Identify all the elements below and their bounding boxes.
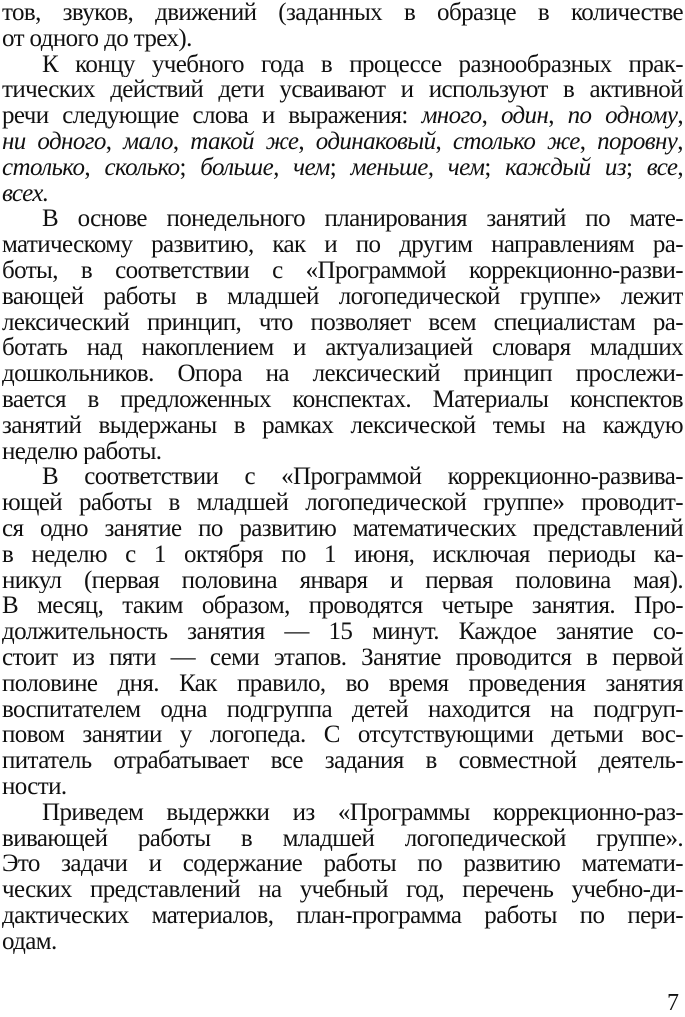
text-line: боты, в соответствии с «Программой коррекционно-разви- (2, 257, 683, 284)
text-line: ческих представлений на учебный год, перечень учебно-ди- (2, 877, 683, 903)
paragraph-schedule (2, 464, 683, 799)
text-line: от одного до трех). (2, 25, 192, 52)
text-line: всех. (2, 180, 49, 207)
text-line: В основе понедельного планирования занятий по мате- (42, 206, 683, 233)
text-line: К концу учебного года в процессе разнообразных прак- (42, 51, 683, 78)
text-line: ботать над накоплением и актуализацией словаря младших (2, 335, 683, 362)
text-line: в неделю с 1 октября по 1 июня, исключая периоды ка- (2, 541, 683, 568)
text-line: одам. (2, 928, 57, 955)
text-line: вается в предложенных конспектах. Материалы конспектов (2, 386, 683, 413)
text-line: стоит из пяти — семи этапов. Занятие проводится в первой (2, 644, 683, 671)
text-line: Приведем выдержки из «Программы коррекционно-раз- (42, 799, 683, 826)
text-line: должительность занятия — 15 минут. Каждое занятие со- (2, 619, 683, 645)
paragraph-vocabulary (2, 52, 683, 207)
text-line: воспитателем одна подгруппа детей находится на подгруп- (2, 696, 683, 723)
text-line: Это задачи и содержание работы по развитию математи- (2, 851, 683, 878)
book-page (2, 0, 683, 954)
text-line: ности. (2, 773, 67, 800)
text-line: вающей работы в младшей логопедической группе» лежит (2, 283, 683, 310)
text-line: матическому развитию, как и по другим направлениям ра- (2, 232, 683, 258)
text-line: ся одно занятие по развитию математических представлений (2, 515, 683, 542)
text-line: ющей работы в младшей логопедической группе» проводит- (2, 490, 683, 516)
text-line: занятий выдержаны в рамках лексической темы на каждую (2, 412, 683, 439)
text-line: повом занятии у логопеда. С отсутствующими детьми вос- (2, 722, 683, 749)
page-number: 7 (667, 990, 679, 1016)
paragraph-excerpts (2, 800, 683, 955)
text-line: половине дня. Как правило, во время проведения занятия (2, 670, 683, 697)
text-line: лексический принцип, что позволяет всем специалистам ра- (2, 309, 683, 336)
paragraph-planning (2, 206, 683, 464)
text-line: тических действий дети усваивают и используют в активной (2, 77, 683, 104)
text-line: ни одного, мало, такой же, одинаковый, столько же, поровну, (2, 128, 683, 155)
text-line: тов, звуков, движений (заданных в образце в количестве (2, 0, 683, 26)
text-line: речи следующие слова и выражения: много, один, по одному, (2, 103, 683, 129)
text-line: В соответствии с «Программой коррекционно-развива- (42, 464, 683, 491)
text-line: дошкольников. Опора на лексический принцип прослежи- (2, 361, 683, 387)
text-line: вивающей работы в младшей логопедической группе». (2, 825, 683, 852)
text-line: столько, сколько; больше, чем; меньше, чем; каждый из; все, (2, 154, 683, 181)
text-line: питатель отрабатывает все задания в совместной деятель- (2, 748, 683, 774)
text-line: В месяц, таким образом, проводятся четыре занятия. Про- (2, 593, 683, 620)
text-line: дактических материалов, план-программа работы по пери- (2, 902, 683, 929)
text-line: никул (первая половина января и первая половина мая). (2, 567, 683, 594)
text-line: неделю работы. (2, 438, 162, 465)
paragraph-continuation (2, 0, 683, 52)
